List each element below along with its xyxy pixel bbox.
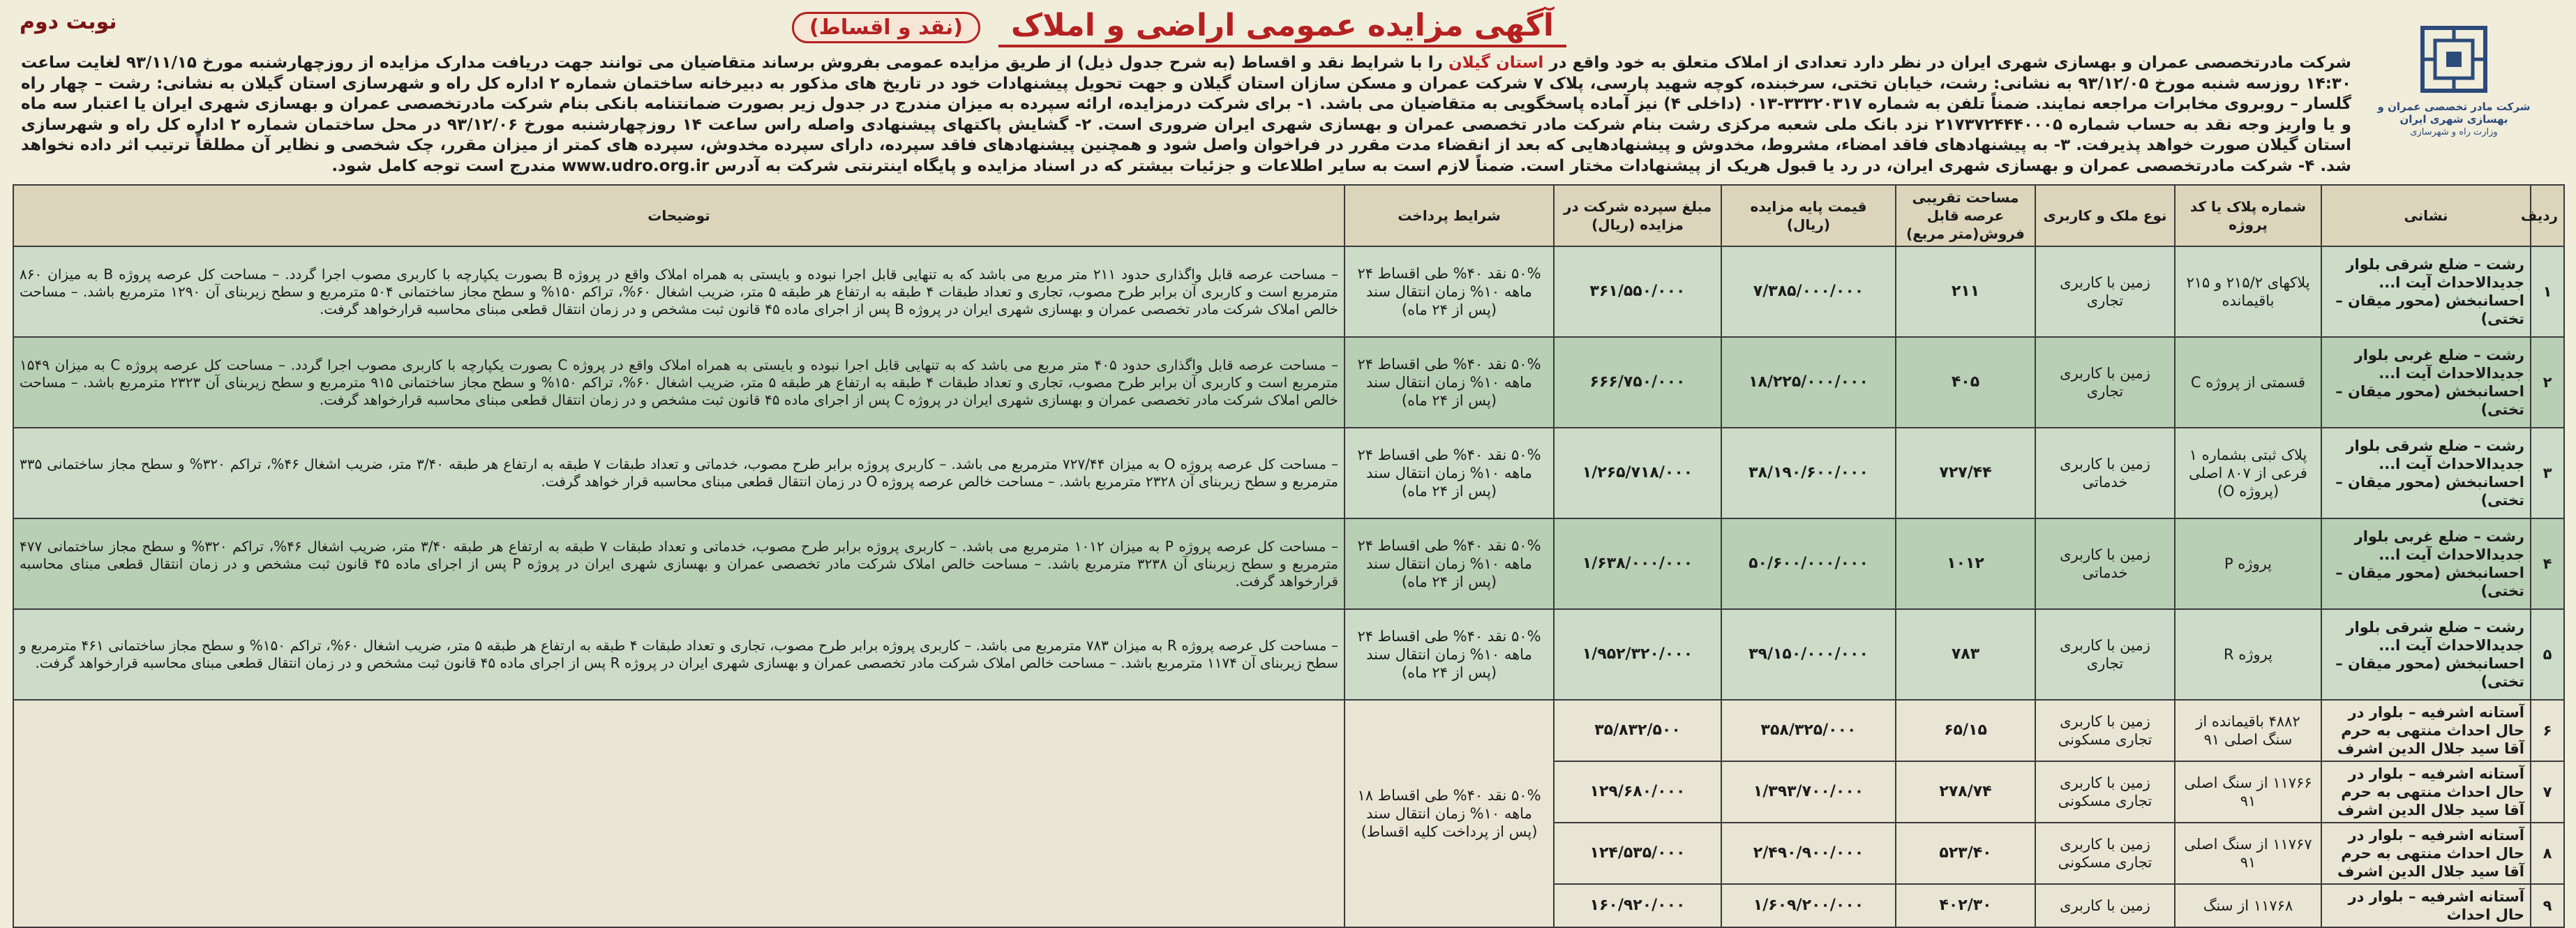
cell-base-price: ۱۸/۲۲۵/۰۰۰/۰۰۰ xyxy=(1721,337,1896,428)
round-label: نوبت دوم xyxy=(20,10,117,34)
cell-area: ۷۲۷/۴۴ xyxy=(1896,428,2035,518)
cell-notes: – مساحت عرصه قابل واگذاری حدود ۲۱۱ متر مربع می باشد که به تنهایی قابل اجرا نبوده و بایستی به همراه املاک واقع در پروژه B بصورت یکپارچه با کاربری مصوب اجرا گردد. – مساحت کل عرصه پروژه B به میزان ۸۶۰ مترمربع است و کاربری آن برابر طرح مصوب، تجاری و تعداد طبقات ۴ طبقه به ارتفاع هر طبقه ۵ متر، ضریب اشغال ۶۰%، تراکم ۱۵۰% و سطح مجاز ساختمانی ۵۰۴ مترمربع و سطح زیربنای آن ۱۲۹۰ مترمربع باشد. – مساحت خالص املاک شرکت مادر تخصصی عمران و بهسازی شهری ایران در پروژه B پس از اجرای ماده ۴۵ قانون ثبت مشخص و در زمان انتقال قطعی مبنای محاسبه قرارخواهد گرفت. xyxy=(13,246,1345,337)
cell-type: زمین با کاربری تجاری مسکونی xyxy=(2035,823,2175,884)
table-row xyxy=(13,337,2564,428)
cell-base-price: ۳۹/۱۵۰/۰۰۰/۰۰۰ xyxy=(1721,609,1896,700)
cell-terms: ۵۰% نقد ۴۰% طی اقساط ۲۴ ماهه ۱۰% زمان انتقال سند (پس از ۲۴ ماه) xyxy=(1345,518,1554,609)
intro-part-a: شرکت مادرتخصصی عمران و بهسازی شهری ایران در نظر دارد تعدادی از املاک متعلق به خود واقع در xyxy=(1543,54,2351,72)
cell-base-price: ۳۸/۱۹۰/۶۰۰/۰۰۰ xyxy=(1721,428,1896,518)
cell-base-price: ۱/۳۹۳/۷۰۰/۰۰۰ xyxy=(1721,761,1896,823)
cell-base-price: ۲/۴۹۰/۹۰۰/۰۰۰ xyxy=(1721,823,1896,884)
cell-type: زمین با کاربری تجاری xyxy=(2035,337,2175,428)
intro-part-b: را با شرایط نقد و اقساط (به شرح جدول ذیل) از طریق مزایده عمومی بفروش برساند متقاضیان می توانند جهت دریافت مدارک مزایده از روزچهارشنبه مورخ ۹۳/۱۱/۱۵ لغایت ساعت ۱۴:۳۰ روزسه شنبه مورخ ۹۳/۱۲/۰۵ به نشانی: رشت، خیابان تختی، سرخبنده، کوچه شهید پارسی، پلاک ۷ شرکت عمران و مسکن سازان استان گیلان و جهت تحویل پیشنهادات خود در تاریخ های مذکور به دبیرخانه ساختمان شماره ۲ اداره کل راه و شهرسازی استان گیلان به نشانی: رشت – چهار راه گلسار – روبروی مخابرات مراجعه نمایند. ضمناً تلفن به شماره ۳۳۳۲۰۳۱۷-۰۱۳ (داخلی ۴) نیز آماده پاسخگویی به متقاضیان می باشد. xyxy=(21,54,2352,113)
company-logo-icon xyxy=(2416,21,2492,98)
cell-base-price: ۳۵۸/۳۲۵/۰۰۰ xyxy=(1721,700,1896,761)
page-subtitle: (نقد و اقساط) xyxy=(792,12,980,43)
cell-plot: پروژه P xyxy=(2175,518,2321,609)
table-row xyxy=(13,609,2564,700)
cell-plot: پلاکهای ۲۱۵/۲ و ۲۱۵ باقیمانده xyxy=(2175,246,2321,337)
cell-plot: ۱۱۷۶۸ از سنگ xyxy=(2175,884,2321,927)
header-base-price: قیمت پایه مزایده (ریال) xyxy=(1721,185,1896,246)
cell-deposit: ۶۶۶/۷۵۰/۰۰۰ xyxy=(1554,337,1721,428)
header-address: نشانی xyxy=(2321,185,2531,246)
cell-type: زمین با کاربری xyxy=(2035,884,2175,927)
cell-terms: ۵۰% نقد ۴۰% طی اقساط ۲۴ ماهه ۱۰% زمان انتقال سند (پس از ۲۴ ماه) xyxy=(1345,609,1554,700)
cell-row-number: ۹ xyxy=(2531,884,2564,927)
cell-terms: ۵۰% نقد ۴۰% طی اقساط ۲۴ ماهه ۱۰% زمان انتقال سند (پس از ۲۴ ماه) xyxy=(1345,337,1554,428)
cell-deposit: ۱۲۴/۵۳۵/۰۰۰ xyxy=(1554,823,1721,884)
table-header-row xyxy=(13,185,2564,246)
cell-terms-ashrafieh: ۵۰% نقد ۴۰% طی اقساط ۱۸ ماهه ۱۰% زمان انتقال سند (پس از پرداخت کلیه اقساط) xyxy=(1345,700,1554,927)
header-type: نوع ملک و کاربری xyxy=(2035,185,2175,246)
page-title: آگهی مزایده عمومی اراضی و املاک xyxy=(998,8,1566,47)
cell-plot: پلاک ثبتی بشماره ۱ فرعی از ۸۰۷ اصلی (پروژه O) xyxy=(2175,428,2321,518)
cell-area: ۴۰۲/۳۰ xyxy=(1896,884,2035,927)
cell-notes: – مساحت کل عرصه پروژه P به میزان ۱۰۱۲ مترمربع می باشد. – کاربری پروژه برابر طرح مصوب، خدماتی و تعداد طبقات ۷ طبقه به ارتفاع هر طبقه ۳/۴۰ متر، ضریب اشغال ۴۶%، تراکم ۳۲۰% و سطح مجاز ساختمانی ۴۷۷ مترمربع و سطح زیربنای آن ۳۲۳۸ مترمربع باشد. – مساحت خالص املاک شرکت مادر تخصصی عمران و بهسازی شهری ایران در پروژه P پس از اجرای ماده ۴۵ قانون ثبت مشخص و در زمان انتقال قطعی مبنای محاسبه قرارخواهد گرفت. xyxy=(13,518,1345,609)
intro-text xyxy=(21,53,2351,177)
cell-deposit: ۱/۶۳۸/۰۰۰/۰۰۰ xyxy=(1554,518,1721,609)
cell-address: رشت – ضلع غربی بلوار جدیدالاحداث آیت ا... احسانبخش (محور میقان – تختی) xyxy=(2321,337,2531,428)
cell-row-number: ۴ xyxy=(2531,518,2564,609)
cell-deposit: ۱۶۰/۹۲۰/۰۰۰ xyxy=(1554,884,1721,927)
cell-address: رشت – ضلع غربی بلوار جدیدالاحداث آیت ا... احسانبخش (محور میقان – تختی) xyxy=(2321,518,2531,609)
table-row xyxy=(13,246,2564,337)
cell-plot: قسمتی از پروژه C xyxy=(2175,337,2321,428)
cell-deposit: ۱/۲۶۵/۷۱۸/۰۰۰ xyxy=(1554,428,1721,518)
cell-area: ۱۰۱۲ xyxy=(1896,518,2035,609)
cell-address: آستانه اشرفیه – بلوار در حال احداث xyxy=(2321,884,2531,927)
title-box xyxy=(761,7,1598,47)
cell-plot: ۱۱۷۶۶ از سنگ اصلی ۹۱ xyxy=(2175,761,2321,823)
intro-province: استان گیلان xyxy=(1448,54,1544,72)
header-row-number: ردیف xyxy=(2531,185,2564,246)
auction-table-wrap xyxy=(13,184,2563,928)
header-terms: شرایط پرداخت xyxy=(1345,185,1554,246)
cell-plot: پروژه R xyxy=(2175,609,2321,700)
cell-base-price: ۵۰/۶۰۰/۰۰۰/۰۰۰ xyxy=(1721,518,1896,609)
cell-row-number: ۲ xyxy=(2531,337,2564,428)
cell-address: آستانه اشرفیه – بلوار در حال احداث منتهی به حرم آقا سید جلال الدین اشرف xyxy=(2321,700,2531,761)
logo-caption-ministry: وزارت راه و شهرسازی xyxy=(2410,127,2498,137)
cell-type: زمین با کاربری تجاری xyxy=(2035,246,2175,337)
cell-address: آستانه اشرفیه – بلوار در حال احداث منتهی به حرم آقا سید جلال الدین اشرف xyxy=(2321,823,2531,884)
cell-notes: – مساحت کل عرصه پروژه R به میزان ۷۸۳ مترمربع می باشد. – کاربری پروژه برابر طرح مصوب، تجاری و تعداد طبقات ۴ طبقه به ارتفاع هر طبقه ۵ متر، ضریب اشغال ۶۰%، تراکم ۱۵۰% و سطح مجاز ساختمانی ۴۶۱ مترمربع و سطح زیربنای آن ۱۱۷۴ مترمربع باشد. – مساحت خالص املاک شرکت مادر تخصصی عمران و بهسازی شهری ایران در پروژه R پس از اجرای ماده ۴۵ قانون ثبت مشخص و در زمان انتقال قطعی مبنای محاسبه قرارخواهد گرفت. xyxy=(13,609,1345,700)
intro-conditions: ۱- برای شرکت درمزایده، ارائه سپرده به میزان مندرج در جدول زیر بصورت ضمانتنامه بانکی بنام شرکت مادرتخصصی عمران و بهسازی شهری ایران یا اعتبار سه ماه و یا واریز وجه نقد به حساب شماره ۲۱۷۳۷۲۴۴۴۰۰۰۵ نزد بانک ملی شعبه مرکزی رشت بنام شرکت مادر تخصصی عمران و بهسازی شهری ایران ضروری است. ۲- گشایش پاکتهای پیشنهادی واصله راس ساعت ۱۴ روزچهارشنبه مورخ ۹۳/۱۲/۰۶ در محل ساختمان شماره ۲ اداره کل راه و شهرسازی استان گیلان صورت خواهد پذیرفت. ۳- به پیشنهادهای فاقد امضاء، مشروط، مخدوش و پیشنهادهایی که بعد از انقضاء مدت مقرر در فراخوان واصل شود و همچنین پیشنهادهای فاقد سپرده، دارای سپرده مخدوش، سپرده های کمتر از میزان مقرر، چک شخصی و نظایر آن مطلقاً ترتیب اثر داده نخواهد شد. ۴- شرکت مادرتخصصی عمران و بهسازی شهری ایران، در رد یا قبول هریک از پیشنهادات مختار است. ضمناً لازم است به سایر اطلاعات و جزئیات بیشتر که در اسناد مزایده و پایگاه اینترنتی شرکت به آدرس www.udro.org.ir مندرج است توجه کامل شود. xyxy=(21,95,2352,175)
table-row xyxy=(13,518,2564,609)
auction-table xyxy=(13,184,2565,928)
cell-terms: ۵۰% نقد ۴۰% طی اقساط ۲۴ ماهه ۱۰% زمان انتقال سند (پس از ۲۴ ماه) xyxy=(1345,428,1554,518)
cell-row-number: ۵ xyxy=(2531,609,2564,700)
cell-type: زمین با کاربری خدماتی xyxy=(2035,518,2175,609)
cell-row-number: ۶ xyxy=(2531,700,2564,761)
cell-base-price: ۷/۳۸۵/۰۰۰/۰۰۰ xyxy=(1721,246,1896,337)
logo-caption-company: شرکت مادر تخصصی عمران و بهسازی شهری ایران xyxy=(2377,100,2531,126)
table-row xyxy=(13,428,2564,518)
cell-address: رشت – ضلع شرقی بلوار جدیدالاحداث آیت ا... احسانبخش (محور میقان – تختی) xyxy=(2321,609,2531,700)
cell-deposit: ۱/۹۵۲/۳۲۰/۰۰۰ xyxy=(1554,609,1721,700)
cell-notes: – مساحت کل عرصه پروژه O به میزان ۷۲۷/۴۴ مترمربع می باشد. – کاربری پروژه برابر طرح مصوب، خدماتی و تعداد طبقات ۷ طبقه به ارتفاع هر طبقه ۳/۴۰ متر، ضریب اشغال ۴۶%، تراکم ۳۲۰% و سطح مجاز ساختمانی ۳۳۵ مترمربع و سطح زیربنای آن ۲۳۲۸ مترمربع باشد. – مساحت خالص عرصه پروژه O در زمان انتقال قطعی مبنای محاسبه قرار خواهد گرفت. xyxy=(13,428,1345,518)
cell-row-number: ۱ xyxy=(2531,246,2564,337)
cell-plot: ۴۸۸۲ باقیمانده از سنگ اصلی ۹۱ xyxy=(2175,700,2321,761)
cell-type: زمین با کاربری تجاری مسکونی xyxy=(2035,700,2175,761)
cell-type: زمین با کاربری تجاری xyxy=(2035,609,2175,700)
cell-type: زمین با کاربری تجاری مسکونی xyxy=(2035,761,2175,823)
cell-base-price: ۱/۶۰۹/۲۰۰/۰۰۰ xyxy=(1721,884,1896,927)
table-row xyxy=(13,700,2564,761)
cell-address: آستانه اشرفیه – بلوار در حال احداث منتهی به حرم آقا سید جلال الدین اشرف xyxy=(2321,761,2531,823)
cell-deposit: ۳۶۱/۵۵۰/۰۰۰ xyxy=(1554,246,1721,337)
cell-type: زمین با کاربری خدماتی xyxy=(2035,428,2175,518)
cell-area: ۷۸۳ xyxy=(1896,609,2035,700)
cell-area: ۲۷۸/۷۴ xyxy=(1896,761,2035,823)
header-notes: توضیحات xyxy=(13,185,1345,246)
cell-notes: – مساحت عرصه قابل واگذاری حدود ۴۰۵ متر مربع می باشد که به تنهایی قابل اجرا نبوده و بایستی به همراه املاک واقع در پروژه C بصورت یکپارچه با کاربری مصوب اجرا گردد. – مساحت کل عرصه پروژه C به میزان ۱۵۴۹ مترمربع است و کاربری آن برابر طرح مصوب، تجاری و تعداد طبقات ۴ طبقه به ارتفاع هر طبقه ۵ متر، ضریب اشغال ۶۰%، تراکم ۱۵۰% و سطح مجاز ساختمانی ۹۱۵ مترمربع و سطح زیربنای آن ۲۳۲۳ مترمربع باشد. – مساحت خالص املاک شرکت مادر تخصصی عمران و بهسازی شهری ایران در پروژه C پس از اجرای ماده ۴۵ قانون ثبت مشخص و در زمان انتقال قطعی مبنای محاسبه قرارخواهد گرفت. xyxy=(13,337,1345,428)
cell-address: رشت – ضلع شرقی بلوار جدیدالاحداث آیت ا... احسانبخش (محور میقان – تختی) xyxy=(2321,246,2531,337)
header-deposit: مبلغ سپرده شرکت در مزایده (ریال) xyxy=(1554,185,1721,246)
cell-area: ۲۱۱ xyxy=(1896,246,2035,337)
cell-row-number: ۳ xyxy=(2531,428,2564,518)
cell-deposit: ۳۵/۸۳۲/۵۰۰ xyxy=(1554,700,1721,761)
cell-deposit: ۱۲۹/۶۸۰/۰۰۰ xyxy=(1554,761,1721,823)
cell-address: رشت – ضلع شرقی بلوار جدیدالاحداث آیت ا... احسانبخش (محور میقان – تختی) xyxy=(2321,428,2531,518)
cell-terms: ۵۰% نقد ۴۰% طی اقساط ۲۴ ماهه ۱۰% زمان انتقال سند (پس از ۲۴ ماه) xyxy=(1345,246,1554,337)
cell-area: ۶۵/۱۵ xyxy=(1896,700,2035,761)
cell-plot: ۱۱۷۶۷ از سنگ اصلی ۹۱ xyxy=(2175,823,2321,884)
cell-area: ۴۰۵ xyxy=(1896,337,2035,428)
cell-row-number: ۷ xyxy=(2531,761,2564,823)
cell-area: ۵۲۳/۴۰ xyxy=(1896,823,2035,884)
header-area: مساحت تقریبی عرصه قابل فروش(متر مربع) xyxy=(1896,185,2035,246)
header-plot: شماره پلاک یا کد پروژه xyxy=(2175,185,2321,246)
logo xyxy=(2367,21,2541,147)
cell-row-number: ۸ xyxy=(2531,823,2564,884)
cell-notes-empty xyxy=(13,700,1345,927)
